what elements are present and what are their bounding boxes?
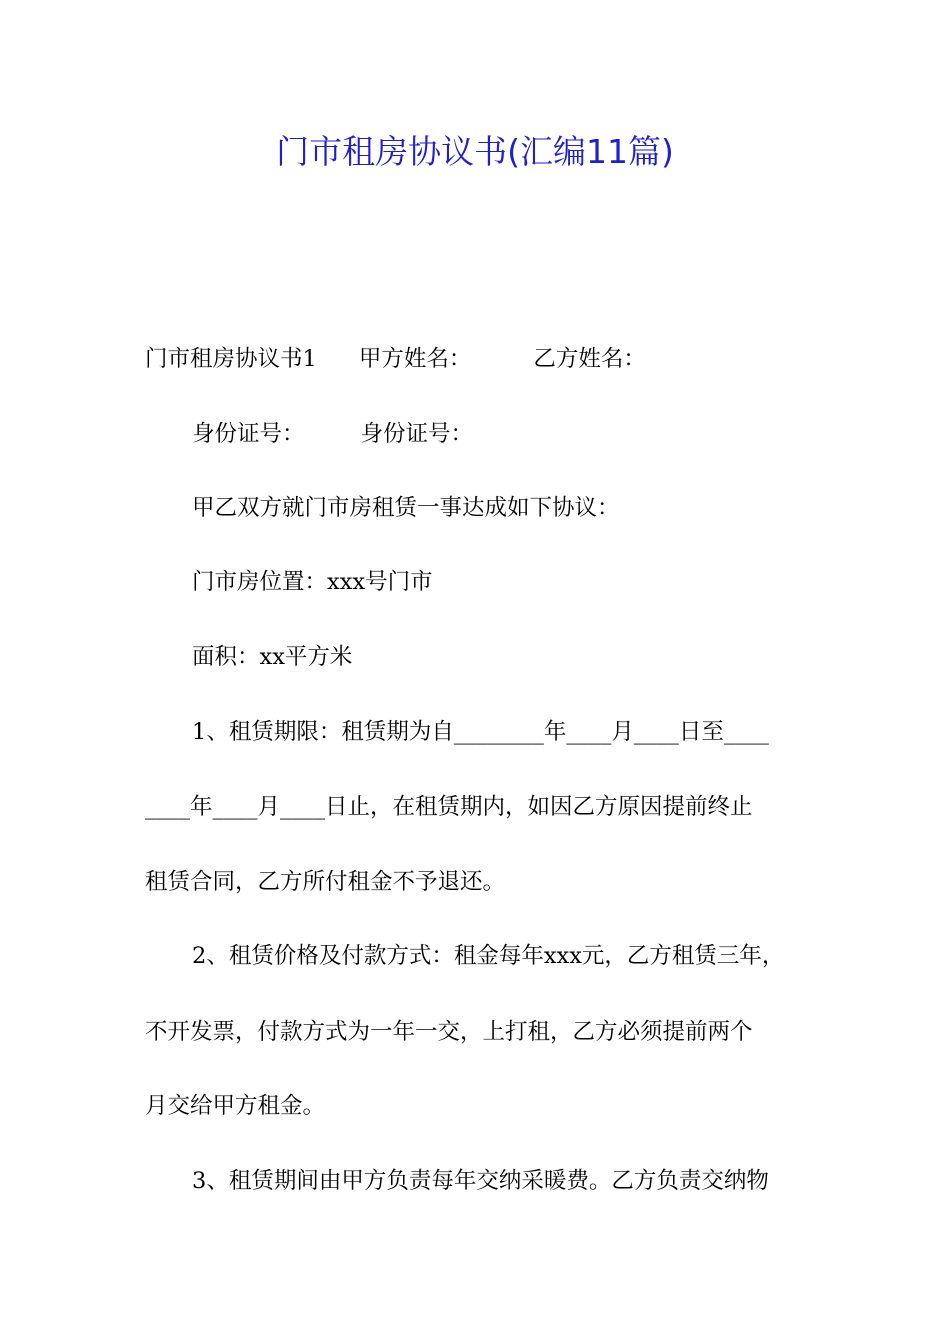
party-a-name-label: 甲方姓名： (358, 346, 472, 372)
clause-2-line-2: 不开发票，付款方式为一年一交，上打租，乙方必须提前两个 (145, 1019, 753, 1045)
party-b-id-label: 身份证号： (360, 421, 474, 447)
clause-1-line-2: ____年____月____日止，在租赁期内，如因乙方原因提前终止 (145, 794, 753, 820)
clause-1-line-3: 租赁合同，乙方所付租金不予退还。 (145, 869, 506, 895)
paragraph-area: 面积：xx平方米 (192, 644, 353, 670)
section-name: 门市租房协议书1 (145, 346, 317, 372)
clause-3-line-1: 3、租赁期间由甲方负责每年交纳采暖费。乙方负责交纳物 (192, 1168, 769, 1194)
clause-1-line-1: 1、租赁期限：租赁期为自________年____月____日至____ (192, 719, 769, 745)
paragraph-location: 门市房位置：xxx号门市 (192, 569, 433, 595)
party-a-id-label: 身份证号： (192, 421, 305, 447)
id-line (192, 418, 473, 450)
clause-2-line-3: 月交给甲方租金。 (145, 1093, 326, 1119)
document-title: 门市租房协议书(汇编11篇) (276, 132, 674, 171)
party-b-name-label: 乙方姓名： (533, 346, 646, 372)
paragraph-agreement-intro: 甲乙双方就门市房租赁一事达成如下协议： (192, 495, 620, 521)
clause-2-line-1: 2、租赁价格及付款方式：租金每年xxx元，乙方租赁三年， (192, 943, 785, 969)
header-line (145, 343, 646, 375)
